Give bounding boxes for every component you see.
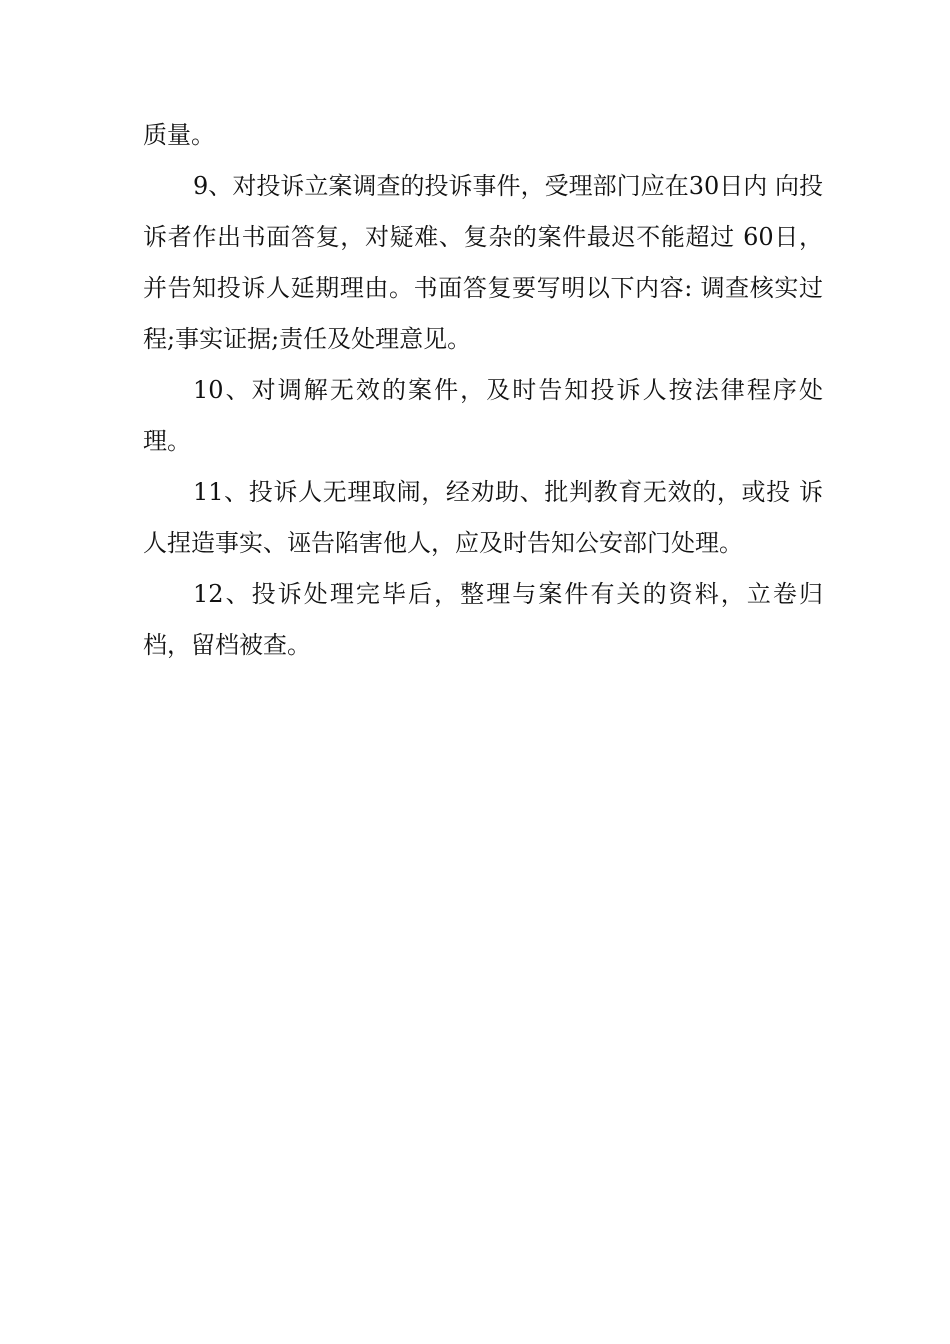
- paragraph-item-12: 12、投诉处理完毕后，整理与案件有关的资料，立卷归档，留档被查。: [143, 580, 823, 659]
- paragraph-continuation: 质量。: [143, 121, 215, 149]
- paragraph-item-10: 10、对调解无效的案件，及时告知投诉人按法律程序处理。: [143, 376, 823, 455]
- paragraph-item-11: 11、投诉人无理取闹，经劝助、批判教育无效的，或投 诉人捏造事实、诬告陷害他人，应及时告知公安部门处理。: [143, 478, 823, 557]
- paragraph-item-9: 9、对投诉立案调查的投诉事件，受理部门应在30日内 向投诉者作出书面答复，对疑难、复杂的案件最迟不能超过 60日，并告知投诉人延期理由。书面答复要写明以下内容: 调查核实过程;事实证据;责任及处理意见。: [143, 172, 823, 353]
- document-body: [143, 110, 823, 671]
